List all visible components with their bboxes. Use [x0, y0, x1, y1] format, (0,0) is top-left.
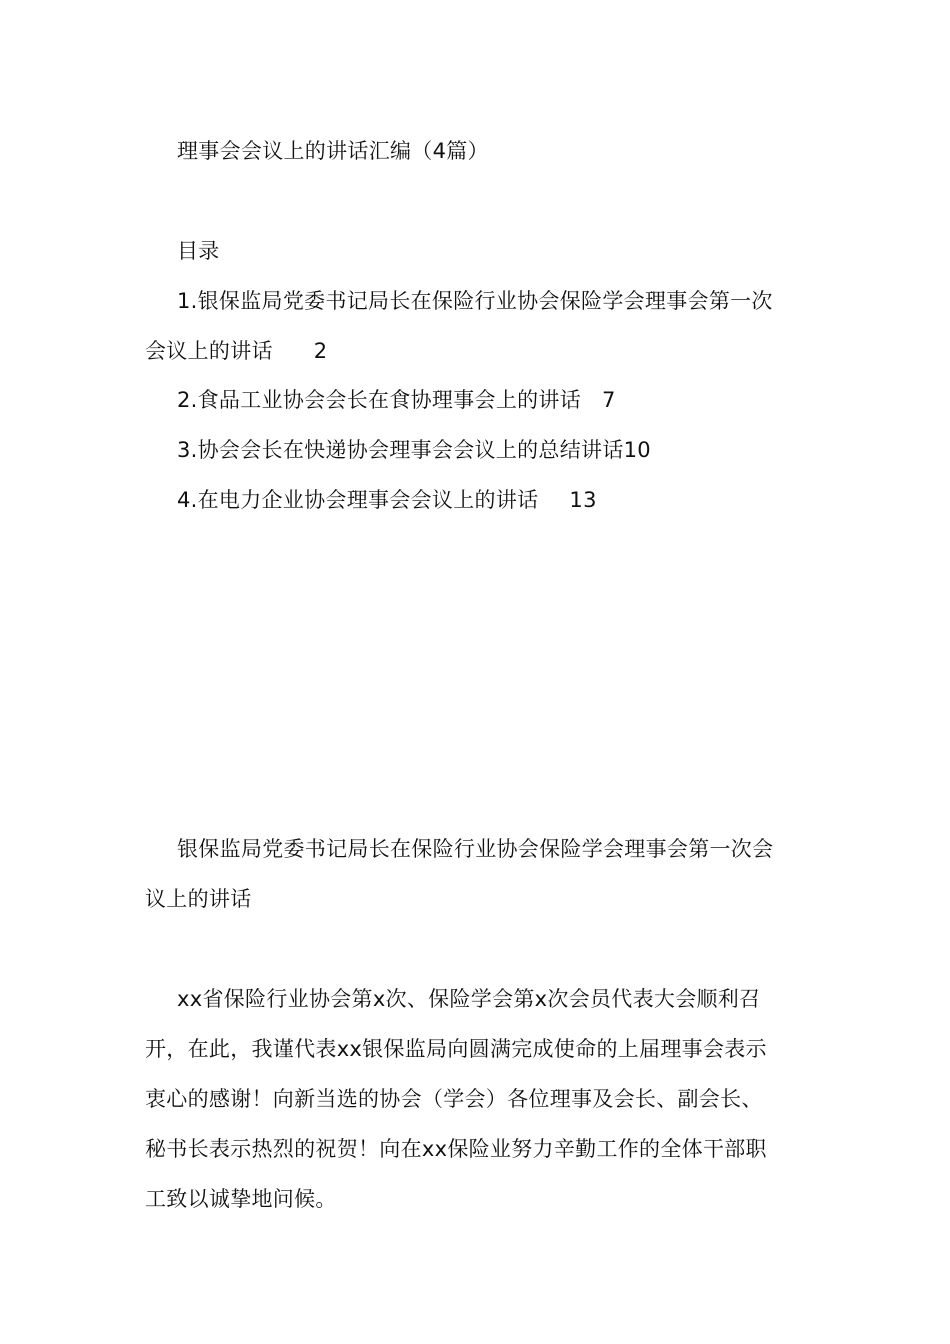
section-title-line1: 银保监局党委书记局长在保险行业协会保险学会理事会第一次会 — [177, 837, 774, 861]
toc-item-1-line2 — [145, 337, 327, 365]
section-title-line2: 议上的讲话 — [145, 887, 252, 911]
paragraph-line-2: 开，在此，我谨代表xx银保监局向圆满完成使命的上届理事会表示 — [145, 1037, 767, 1061]
paragraph-line-5: 工致以诚挚地问候。 — [145, 1187, 337, 1211]
toc-heading: 目录 — [177, 239, 220, 263]
toc-item-3-page: 10 — [623, 438, 651, 462]
paragraph-line-1: xx省保险行业协会第x次、保险学会第x次会员代表大会顺利召 — [177, 987, 761, 1011]
toc-item-2-label: 2.食品工业协会会长在食协理事会上的讲话 — [177, 388, 582, 412]
toc-item-2 — [177, 386, 616, 414]
toc-item-2-page: 7 — [602, 388, 616, 412]
toc-item-4-page: 13 — [569, 488, 597, 512]
toc-item-4-label: 4.在电力企业协会理事会会议上的讲话 — [177, 488, 539, 512]
toc-item-1-page: 2 — [313, 339, 328, 363]
toc-item-1-line1: 1.银保监局党委书记局长在保险行业协会保险学会理事会第一次 — [177, 289, 773, 313]
document-title: 理事会会议上的讲话汇编（4篇） — [177, 139, 489, 163]
toc-item-4 — [177, 486, 597, 514]
toc-item-3 — [177, 436, 651, 464]
paragraph-line-4: 秘书长表示热烈的祝贺！向在xx保险业努力辛勤工作的全体干部职 — [145, 1137, 767, 1161]
paragraph-line-3: 衷心的感谢！向新当选的协会（学会）各位理事及会长、副会长、 — [145, 1087, 763, 1111]
toc-item-3-label: 3.协会会长在快递协会理事会会议上的总结讲话 — [177, 438, 624, 462]
toc-item-1-label: 会议上的讲话 — [145, 339, 273, 363]
